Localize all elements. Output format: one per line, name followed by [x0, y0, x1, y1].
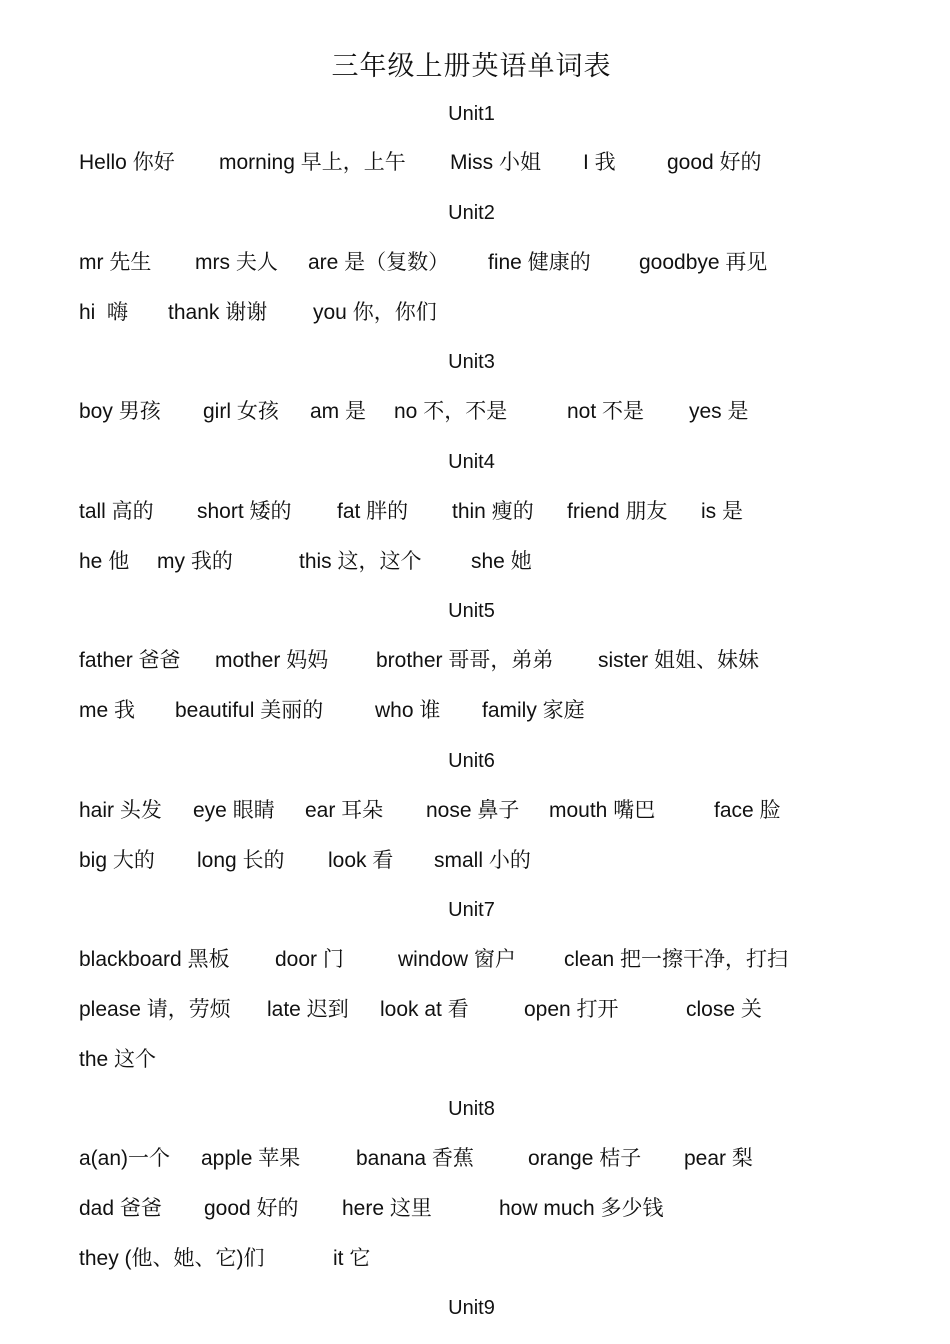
- vocabulary-entry: she 她: [471, 550, 532, 573]
- vocabulary-entry: who 谁: [375, 699, 441, 722]
- unit-heading: Unit7: [448, 899, 495, 921]
- vocabulary-entry: is 是: [701, 500, 743, 523]
- vocabulary-entry: fine 健康的: [488, 251, 591, 274]
- vocabulary-entry: good 好的: [667, 151, 762, 174]
- vocabulary-row: [0, 646, 943, 676]
- vocabulary-entry: tall 高的: [79, 500, 154, 523]
- vocabulary-entry: clean 把一擦干净，打扫: [564, 948, 789, 971]
- vocabulary-entry: window 窗户: [398, 948, 516, 971]
- vocabulary-entry: here 这里: [342, 1197, 432, 1220]
- vocabulary-entry: the 这个: [79, 1048, 157, 1071]
- vocabulary-entry: mouth 嘴巴: [549, 799, 656, 822]
- vocabulary-entry: long 长的: [197, 849, 285, 872]
- unit-heading: Unit8: [448, 1098, 495, 1120]
- vocabulary-row: [0, 846, 943, 876]
- vocabulary-entry: it 它: [333, 1247, 371, 1270]
- vocabulary-entry: no 不，不是: [394, 400, 508, 423]
- vocabulary-entry: they (他、她、它)们: [79, 1247, 265, 1270]
- vocabulary-row: [0, 995, 943, 1025]
- vocabulary-entry: friend 朋友: [567, 500, 668, 523]
- vocabulary-row: [0, 1194, 943, 1224]
- vocabulary-entry: thank 谢谢: [168, 301, 268, 324]
- vocabulary-row: [0, 796, 943, 826]
- vocabulary-entry: apple 苹果: [201, 1147, 301, 1170]
- vocabulary-entry: beautiful 美丽的: [175, 699, 324, 722]
- vocabulary-entry: big 大的: [79, 849, 155, 872]
- vocabulary-entry: me 我: [79, 699, 136, 722]
- vocabulary-entry: goodbye 再见: [639, 251, 768, 274]
- unit-heading: Unit6: [448, 750, 495, 772]
- vocabulary-row: [0, 397, 943, 427]
- vocabulary-entry: are 是（复数）: [308, 251, 450, 274]
- vocabulary-entry: ear 耳朵: [305, 799, 384, 822]
- vocabulary-entry: mr 先生: [79, 251, 152, 274]
- vocabulary-row: [0, 1045, 943, 1075]
- vocabulary-row: [0, 248, 943, 278]
- vocabulary-entry: family 家庭: [482, 699, 585, 722]
- vocabulary-entry: yes 是: [689, 400, 749, 423]
- vocabulary-entry: open 打开: [524, 998, 619, 1021]
- unit-heading: Unit4: [448, 451, 495, 473]
- vocabulary-entry: please 请，劳烦: [79, 998, 231, 1021]
- vocabulary-entry: face 脸: [714, 799, 781, 822]
- vocabulary-entry: morning 早上，上午: [219, 151, 406, 174]
- vocabulary-entry: am 是: [310, 400, 367, 423]
- vocabulary-entry: look 看: [328, 849, 394, 872]
- vocabulary-entry: fat 胖的: [337, 500, 409, 523]
- unit-heading: Unit1: [448, 103, 495, 125]
- vocabulary-entry: a(an)一个: [79, 1147, 171, 1170]
- vocabulary-entry: hi 嗨: [79, 301, 129, 324]
- vocabulary-entry: he 他: [79, 550, 130, 573]
- vocabulary-row: [0, 298, 943, 328]
- vocabulary-entry: Hello 你好: [79, 151, 175, 174]
- vocabulary-entry: good 好的: [204, 1197, 299, 1220]
- vocabulary-entry: sister 姐姐、妹妹: [598, 649, 760, 672]
- vocabulary-entry: hair 头发: [79, 799, 162, 822]
- vocabulary-entry: look at 看: [380, 998, 469, 1021]
- vocabulary-entry: girl 女孩: [203, 400, 279, 423]
- vocabulary-entry: not 不是: [567, 400, 645, 423]
- vocabulary-row: [0, 148, 943, 178]
- vocabulary-entry: thin 瘦的: [452, 500, 534, 523]
- vocabulary-entry: pear 梨: [684, 1147, 753, 1170]
- vocabulary-entry: how much 多少钱: [499, 1197, 664, 1220]
- vocabulary-entry: I 我: [583, 151, 616, 174]
- unit-heading: Unit3: [448, 351, 495, 373]
- vocabulary-entry: banana 香蕉: [356, 1147, 474, 1170]
- unit-heading: Unit5: [448, 600, 495, 622]
- vocabulary-entry: nose 鼻子: [426, 799, 520, 822]
- vocabulary-row: [0, 1144, 943, 1174]
- vocabulary-entry: close 关: [686, 998, 762, 1021]
- vocabulary-row: [0, 696, 943, 726]
- vocabulary-entry: mother 妈妈: [215, 649, 329, 672]
- vocabulary-entry: brother 哥哥，弟弟: [376, 649, 554, 672]
- unit-heading: Unit2: [448, 202, 495, 224]
- vocabulary-entry: father 爸爸: [79, 649, 181, 672]
- vocabulary-row: [0, 497, 943, 527]
- vocabulary-entry: my 我的: [157, 550, 233, 573]
- vocabulary-entry: mrs 夫人: [195, 251, 278, 274]
- vocabulary-entry: this 这，这个: [299, 550, 422, 573]
- vocabulary-row: [0, 547, 943, 577]
- vocabulary-entry: orange 桔子: [528, 1147, 642, 1170]
- vocabulary-entry: you 你，你们: [313, 301, 437, 324]
- vocabulary-entry: eye 眼睛: [193, 799, 275, 822]
- vocabulary-entry: dad 爸爸: [79, 1197, 162, 1220]
- document-title: 三年级上册英语单词表: [331, 51, 612, 81]
- vocabulary-entry: Miss 小姐: [450, 151, 541, 174]
- vocabulary-entry: short 矮的: [197, 500, 292, 523]
- vocabulary-entry: blackboard 黑板: [79, 948, 230, 971]
- vocabulary-entry: door 门: [275, 948, 344, 971]
- vocabulary-row: [0, 1244, 943, 1274]
- unit-heading: Unit9: [448, 1297, 495, 1319]
- vocabulary-row: [0, 945, 943, 975]
- vocabulary-entry: boy 男孩: [79, 400, 161, 423]
- vocabulary-entry: small 小的: [434, 849, 531, 872]
- vocabulary-entry: late 迟到: [267, 998, 349, 1021]
